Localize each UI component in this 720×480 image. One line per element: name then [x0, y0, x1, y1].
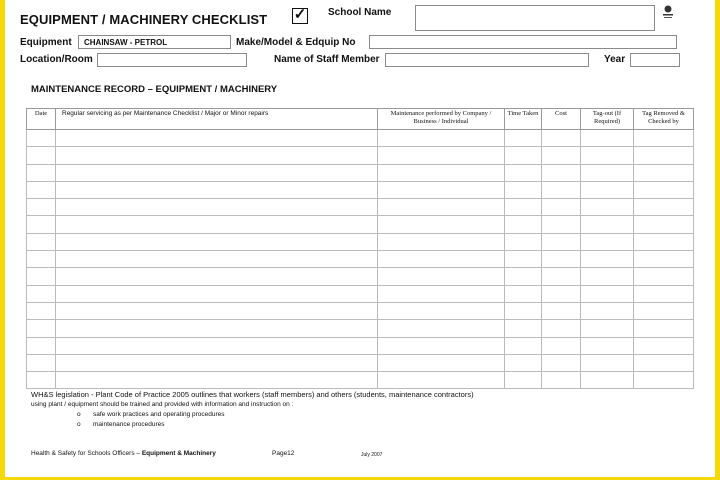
table-cell[interactable]	[27, 147, 56, 164]
table-cell[interactable]	[634, 354, 694, 371]
maintenance-record-table	[26, 108, 694, 389]
bullet-marker: o	[77, 421, 81, 428]
table-cell[interactable]	[634, 268, 694, 285]
table-cell[interactable]	[378, 337, 505, 354]
table-cell[interactable]	[581, 372, 634, 389]
table-cell[interactable]	[634, 285, 694, 302]
year-field[interactable]	[630, 53, 680, 67]
table-cell[interactable]	[581, 233, 634, 250]
table-cell[interactable]	[542, 164, 581, 181]
table-cell[interactable]	[581, 147, 634, 164]
footer-doc-title: Equipment & Machinery	[141, 450, 216, 457]
table-cell[interactable]	[634, 320, 694, 337]
table-cell[interactable]	[505, 268, 542, 285]
table-cell[interactable]	[27, 302, 56, 319]
table-cell[interactable]	[56, 372, 378, 389]
table-cell[interactable]	[56, 181, 378, 198]
table-cell[interactable]	[505, 199, 542, 216]
section-title: MAINTENANCE RECORD – EQUIPMENT / MACHINERY	[31, 84, 278, 95]
table-cell[interactable]	[542, 285, 581, 302]
table-cell[interactable]	[542, 320, 581, 337]
table-cell[interactable]	[27, 268, 56, 285]
table-cell[interactable]	[378, 233, 505, 250]
table-cell[interactable]	[542, 130, 581, 147]
table-row	[27, 337, 694, 354]
table-cell[interactable]	[542, 268, 581, 285]
table-cell[interactable]	[581, 354, 634, 371]
location-field[interactable]	[97, 53, 247, 67]
make-model-field[interactable]	[369, 35, 677, 49]
school-name-label: School Name	[328, 7, 392, 18]
table-cell[interactable]	[634, 199, 694, 216]
table-cell[interactable]	[56, 320, 378, 337]
legislation-text-line2: using plant / equipment should be trained and provided with information and instruction on :	[31, 401, 294, 408]
table-cell[interactable]	[56, 285, 378, 302]
table-cell[interactable]	[27, 233, 56, 250]
column-header-performed-by: Maintenance performed by Company / Business / Individual	[378, 109, 505, 130]
table-row	[27, 354, 694, 371]
table-cell[interactable]	[27, 320, 56, 337]
table-cell[interactable]	[505, 354, 542, 371]
table-cell[interactable]	[505, 147, 542, 164]
table-cell[interactable]	[27, 337, 56, 354]
table-cell[interactable]	[634, 147, 694, 164]
table-cell[interactable]	[634, 302, 694, 319]
table-row	[27, 285, 694, 302]
checked-box-icon: ✓	[293, 6, 307, 23]
column-header-tag-removed: Tag Removed & Checked by	[634, 109, 694, 130]
table-cell[interactable]	[27, 285, 56, 302]
school-logo-icon	[661, 4, 675, 20]
table-cell[interactable]	[581, 164, 634, 181]
table-row	[27, 130, 694, 147]
table-body	[27, 130, 694, 389]
table-cell[interactable]	[581, 285, 634, 302]
column-header-tag-out: Tag-out (If Required)	[581, 109, 634, 130]
table-cell[interactable]	[378, 354, 505, 371]
table-cell[interactable]	[378, 216, 505, 233]
table-cell[interactable]	[505, 320, 542, 337]
legislation-text: WH&S legislation - Plant Code of Practice 2005 outlines that workers (staff members) and others (students, maintenance contractors)	[31, 390, 474, 399]
table-cell[interactable]	[505, 130, 542, 147]
column-header-servicing: Regular servicing as per Maintenance Checklist / Major or Minor repairs	[56, 109, 378, 130]
location-label: Location/Room	[20, 54, 93, 65]
table-cell[interactable]	[27, 354, 56, 371]
table-cell[interactable]	[542, 337, 581, 354]
checklist-page	[5, 0, 715, 477]
table-cell[interactable]	[581, 130, 634, 147]
footer-org: Health & Safety for Schools Officers –	[31, 450, 140, 457]
staff-member-label: Name of Staff Member	[274, 54, 380, 65]
table-row	[27, 372, 694, 389]
bullet-item: maintenance procedures	[93, 421, 165, 428]
table-cell[interactable]	[56, 233, 378, 250]
table-row	[27, 147, 694, 164]
table-row	[27, 268, 694, 285]
table-cell[interactable]	[542, 199, 581, 216]
page-title: EQUIPMENT / MACHINERY CHECKLIST	[20, 12, 268, 27]
table-cell[interactable]	[542, 216, 581, 233]
table-row	[27, 233, 694, 250]
table-cell[interactable]	[56, 302, 378, 319]
table-row	[27, 251, 694, 268]
table-cell[interactable]	[581, 268, 634, 285]
bullet-marker: o	[77, 411, 81, 418]
table-cell[interactable]	[27, 130, 56, 147]
table-cell[interactable]	[56, 164, 378, 181]
table-cell[interactable]	[378, 147, 505, 164]
column-header-cost: Cost	[542, 109, 581, 130]
table-cell[interactable]	[581, 251, 634, 268]
table-cell[interactable]	[634, 372, 694, 389]
footer-left	[31, 450, 216, 457]
table-cell[interactable]	[505, 337, 542, 354]
table-cell[interactable]	[634, 164, 694, 181]
table-cell[interactable]	[505, 285, 542, 302]
table-cell[interactable]	[378, 302, 505, 319]
table-row	[27, 181, 694, 198]
table-cell[interactable]	[505, 233, 542, 250]
table-row	[27, 216, 694, 233]
column-header-time-taken: Time Taken	[505, 109, 542, 130]
table-header-row	[27, 109, 694, 130]
table-row	[27, 302, 694, 319]
bullet-item: safe work practices and operating procedures	[93, 411, 225, 418]
table-cell[interactable]	[581, 337, 634, 354]
table-cell[interactable]	[378, 372, 505, 389]
table-cell[interactable]	[542, 233, 581, 250]
table-cell[interactable]	[378, 268, 505, 285]
table-cell[interactable]	[505, 181, 542, 198]
equipment-label: Equipment	[20, 37, 72, 48]
table-cell[interactable]	[542, 302, 581, 319]
table-cell[interactable]	[581, 216, 634, 233]
table-cell[interactable]	[634, 337, 694, 354]
table-cell[interactable]	[542, 147, 581, 164]
equipment-field[interactable]: CHAINSAW - PETROL	[78, 35, 231, 49]
table-cell[interactable]	[634, 251, 694, 268]
table-cell[interactable]	[581, 320, 634, 337]
table-cell[interactable]	[505, 164, 542, 181]
table-cell[interactable]	[27, 199, 56, 216]
table-cell[interactable]	[634, 130, 694, 147]
footer-date: July 2007	[361, 452, 383, 458]
table-cell[interactable]	[378, 251, 505, 268]
table-cell[interactable]	[56, 216, 378, 233]
table-cell[interactable]	[27, 181, 56, 198]
table-cell[interactable]	[56, 147, 378, 164]
year-label: Year	[604, 54, 626, 65]
table-row	[27, 164, 694, 181]
table-cell[interactable]	[542, 354, 581, 371]
table-cell[interactable]	[56, 251, 378, 268]
table-row	[27, 320, 694, 337]
table-cell[interactable]	[581, 181, 634, 198]
table-cell[interactable]	[378, 164, 505, 181]
table-cell[interactable]	[27, 216, 56, 233]
table-cell[interactable]	[634, 216, 694, 233]
table-cell[interactable]	[27, 251, 56, 268]
table-cell[interactable]	[378, 285, 505, 302]
table-cell[interactable]	[581, 199, 634, 216]
school-name-field[interactable]	[415, 5, 655, 31]
table-cell[interactable]	[634, 181, 694, 198]
footer-page: Page12	[272, 450, 295, 457]
table-cell[interactable]	[56, 130, 378, 147]
table-cell[interactable]	[378, 130, 505, 147]
staff-member-field[interactable]	[385, 53, 589, 67]
table-cell[interactable]	[542, 372, 581, 389]
table-cell[interactable]	[505, 216, 542, 233]
column-header-date: Date	[27, 109, 56, 130]
table-cell[interactable]	[505, 372, 542, 389]
table-cell[interactable]	[378, 181, 505, 198]
table-cell[interactable]	[56, 268, 378, 285]
table-cell[interactable]	[56, 199, 378, 216]
make-model-label: Make/Model & Edquip No	[236, 37, 356, 48]
table-cell[interactable]	[27, 372, 56, 389]
table-cell[interactable]	[56, 354, 378, 371]
table-cell[interactable]	[378, 320, 505, 337]
table-cell[interactable]	[581, 302, 634, 319]
table-cell[interactable]	[634, 233, 694, 250]
table-cell[interactable]	[27, 164, 56, 181]
table-cell[interactable]	[542, 251, 581, 268]
table-cell[interactable]	[378, 199, 505, 216]
table-cell[interactable]	[505, 302, 542, 319]
table-cell[interactable]	[542, 181, 581, 198]
table-row	[27, 199, 694, 216]
table-cell[interactable]	[56, 337, 378, 354]
table-cell[interactable]	[505, 251, 542, 268]
